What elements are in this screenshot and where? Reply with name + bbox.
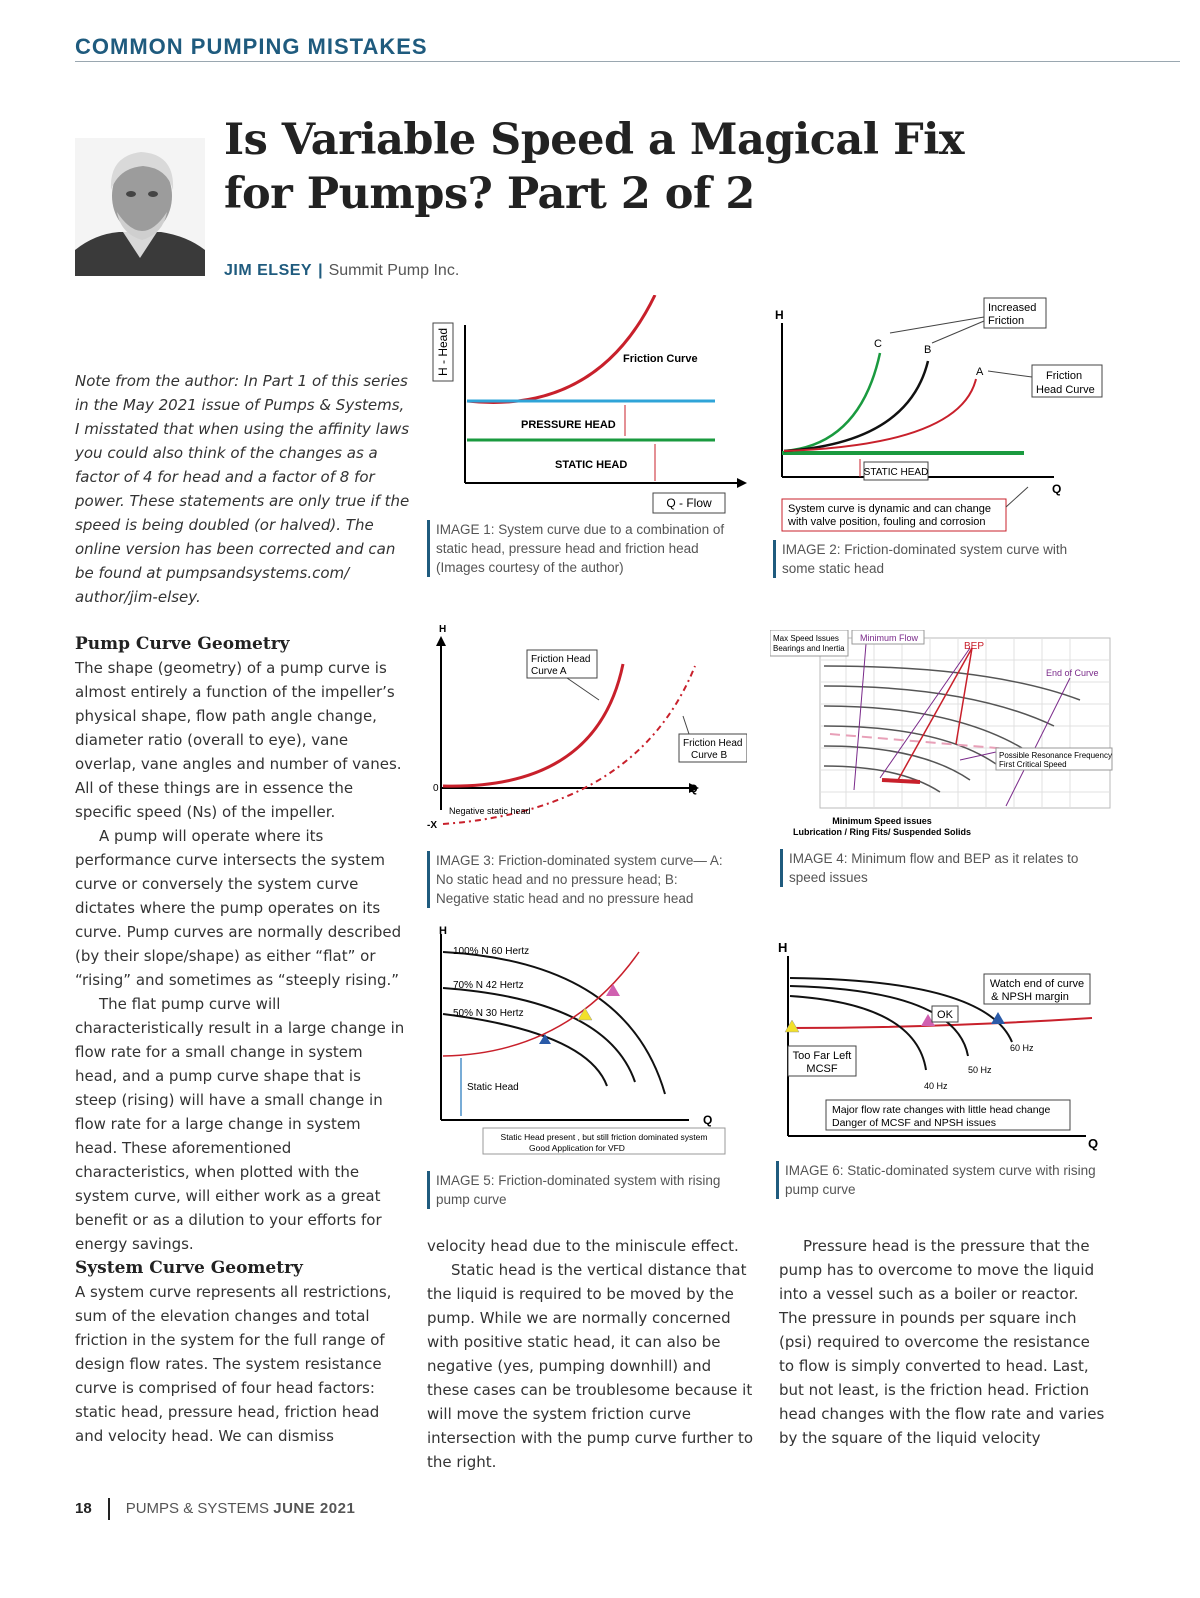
fig2-increased-line1: Increased <box>988 302 1037 314</box>
column-3-paragraph-1: Pressure head is the pressure that the pump has to overcome to move the liquid into a vessel such as a boiler or reactor. The pressure in pounds per square inch (psi) required to overcome the resistance to flow is simply converted to head. Last, but not least, is the friction head. Friction head changes with the flow rate and varies by the square of the liquid velocity <box>779 1237 1105 1447</box>
figure-5-diagram <box>427 922 737 1162</box>
fig3-curve-b-line1: Friction Head <box>683 738 743 749</box>
fig3-x-label: -X <box>427 820 437 831</box>
figure-4-diagram <box>770 630 1115 840</box>
fig4-resonance-line1: Possible Resonance Frequency <box>999 751 1112 760</box>
figure-2-diagram <box>770 295 1110 540</box>
fig2-increased-line2: Friction <box>988 315 1025 327</box>
column-2-paragraph-2: Static head is the vertical distance that the liquid is required to be moved by the pump. While we are normally concerned with positive static head, it can also be negative (yes, pumping downhill) and these cases can be troublesome because it will move the system friction curve intersection with the pump curve further to the right. <box>427 1261 754 1471</box>
fig5-q-label: Q <box>703 1113 713 1127</box>
fig4-end-of-curve: End of Curve <box>1046 668 1099 678</box>
pump-curve-paragraph-1: The shape (geometry) of a pump curve is almost entirely a function of the impeller’s physical shape, flow path angle change, diameter ratio (overall to eye), vane overlap, vane angles and number of vanes. All of these things are in essence the specific speed (Ns) of the impeller. <box>75 659 402 821</box>
figure-6-diagram <box>776 934 1106 1156</box>
fig4-minimum-flow: Minimum Flow <box>860 633 919 643</box>
fig5-h-label: H <box>439 925 447 937</box>
system-curve-paragraph-1: A system curve represents all restrictions, sum of the elevation changes and total friction in the system for the full range of design flow rates. The system resistance curve is comprised of four head factors: static head, pressure head, friction head and velocity head. We can dismiss <box>75 1283 392 1445</box>
fig1-x-axis-label: Q - Flow <box>666 496 712 510</box>
author-note: Note from the author: In Part 1 of this series in the May 2021 issue of Pumps & Systems, I misstated that when using the affinity laws you could also think of the changes as a factor of 4 for head and a factor of 8 for power. These statements are only true if the speed is being doubled (or halved). The online version has been corrected and can be found at pumpsandsystems.com/ author/jim-elsey. <box>75 372 410 606</box>
pump-curve-heading: Pump Curve Geometry <box>75 634 290 654</box>
footer-divider <box>108 1498 110 1520</box>
author-company: Summit Pump Inc. <box>328 262 460 279</box>
fig2-note-line2: with valve position, fouling and corrosion <box>788 516 986 528</box>
fig3-curve-a-line2: Curve A <box>531 666 567 677</box>
fig2-fhc-line2: Head Curve <box>1036 384 1095 396</box>
section-label: COMMON PUMPING MISTAKES <box>75 34 428 59</box>
page-number: 18 <box>75 1499 92 1517</box>
title-line-2: for Pumps? Part 2 of 2 <box>224 169 755 219</box>
fig6-40hz: 40 Hz <box>924 1081 948 1091</box>
fig4-bep: BEP <box>964 641 985 652</box>
fig2-curve-b: B <box>924 344 932 356</box>
fig3-zero-label: 0 <box>433 783 439 794</box>
fig3-curve-a-line1: Friction Head <box>531 654 591 665</box>
byline-separator: | <box>318 262 323 279</box>
page-footer <box>75 1498 355 1520</box>
fig2-note-line1: System curve is dynamic and can change <box>788 503 991 515</box>
fig1-static-label: STATIC HEAD <box>555 459 628 471</box>
author-name: JIM ELSEY <box>224 262 313 279</box>
fig1-pressure-label: PRESSURE HEAD <box>521 419 616 431</box>
fig2-q-label: Q <box>1052 482 1062 496</box>
figure-1-caption: IMAGE 1: System curve due to a combination of static head, pressure head and friction head (Images courtesy of the author) <box>427 520 727 577</box>
column-2 <box>427 1234 757 1474</box>
fig3-q-label: Q <box>689 783 698 795</box>
fig6-ok: OK <box>937 1009 953 1021</box>
fig5-speed-70: 70% N 42 Hertz <box>453 980 524 991</box>
section-divider <box>75 61 1180 62</box>
fig6-far-left-line2: MCSF <box>806 1063 838 1075</box>
fig6-major-line2: Danger of MCSF and NPSH issues <box>832 1117 996 1129</box>
column-1 <box>75 632 405 1256</box>
author-portrait <box>75 138 205 276</box>
fig4-min-speed-line2: Lubrication / Ring Fits/ Suspended Solids <box>792 827 972 837</box>
figure-2-caption: IMAGE 2: Friction-dominated system curve with some static head <box>773 540 1093 578</box>
figure-1-diagram <box>427 295 747 515</box>
column-1-continued <box>75 1256 405 1448</box>
fig3-negative-label: Negative static head <box>449 806 531 816</box>
figure-2 <box>770 295 1110 540</box>
figure-5-caption: IMAGE 5: Friction-dominated system with rising pump curve <box>427 1171 727 1209</box>
publication-name: PUMPS & SYSTEMS <box>125 1499 270 1517</box>
byline <box>224 262 459 280</box>
fig3-h-label: H <box>439 624 447 635</box>
fig6-watch-line1: Watch end of curve <box>989 978 1085 990</box>
fig2-curve-a: A <box>976 366 984 378</box>
fig6-q-label: Q <box>1088 1136 1099 1151</box>
column-3 <box>779 1234 1109 1450</box>
fig1-friction-label: Friction Curve <box>623 353 698 365</box>
system-curve-heading: System Curve Geometry <box>75 1258 303 1278</box>
fig2-h-label: H <box>775 308 784 322</box>
fig4-max-speed-line1: Max Speed Issues <box>773 634 839 643</box>
fig6-far-left-line1: Too Far Left <box>792 1050 852 1062</box>
fig5-speed-100: 100% N 60 Hertz <box>453 946 530 957</box>
fig6-major-line1: Major flow rate changes with little head change <box>832 1104 1051 1116</box>
title-line-1: Is Variable Speed a Magical Fix <box>224 115 965 165</box>
fig6-50hz: 50 Hz <box>968 1065 992 1075</box>
issue-date: JUNE 2021 <box>273 1499 356 1517</box>
pump-curve-paragraph-2: A pump will operate where its performance curve intersects the system curve or conversely the system curve dictates where the pump operates on its curve. Pump curves are normally described (by their slope/shape) as either “flat” or “rising” and sometimes as “steeply rising.” <box>75 827 402 989</box>
fig6-watch-line2: & NPSH margin <box>991 991 1069 1003</box>
figure-3 <box>427 620 747 840</box>
fig4-resonance-line2: First Critical Speed <box>999 760 1067 769</box>
figure-3-diagram <box>427 620 747 840</box>
figure-4-caption: IMAGE 4: Minimum flow and BEP as it relates to speed issues <box>780 849 1100 887</box>
figure-6-caption: IMAGE 6: Static-dominated system curve with rising pump curve <box>776 1161 1106 1199</box>
fig2-fhc-line1: Friction <box>1046 370 1083 382</box>
pump-curve-paragraph-3: The flat pump curve will characteristically result in a large change in flow rate for a small change in system head, and a pump curve shape that is steep (rising) will have a small change in flow rate for a large change in system head. These aforementioned characteristics, when plotted with the system curve, will either work as a great benefit or as a dilution to your efforts for energy savings. <box>75 995 405 1253</box>
column-2-paragraph-1: velocity head due to the miniscule effect. <box>427 1237 739 1255</box>
fig5-note-line1: Static Head present , but still friction dominated system <box>500 1132 708 1142</box>
figure-1 <box>427 295 747 515</box>
fig5-static-head: Static Head <box>467 1082 519 1093</box>
fig6-h-label: H <box>778 940 788 955</box>
figure-5 <box>427 922 737 1162</box>
fig5-note-line2: Good Application for VFD <box>529 1143 625 1153</box>
fig4-min-speed-line1: Minimum Speed issues <box>832 816 932 826</box>
fig3-curve-b-line2: Curve B <box>691 750 728 761</box>
fig4-max-speed-line2: Bearings and Inertia <box>773 644 845 653</box>
fig6-60hz: 60 Hz <box>1010 1043 1034 1053</box>
fig1-y-axis-label: H - Head <box>436 327 450 377</box>
fig2-curve-c: C <box>874 338 882 350</box>
figure-3-caption: IMAGE 3: Friction-dominated system curve— A: No static head and no pressure head; B: Negative static head and no pressure head <box>427 851 727 908</box>
fig2-static-label: STATIC HEAD <box>863 467 929 478</box>
article-title <box>224 113 984 221</box>
fig5-speed-50: 50% N 30 Hertz <box>453 1008 524 1019</box>
figure-4 <box>770 630 1115 840</box>
figure-6 <box>776 934 1106 1156</box>
